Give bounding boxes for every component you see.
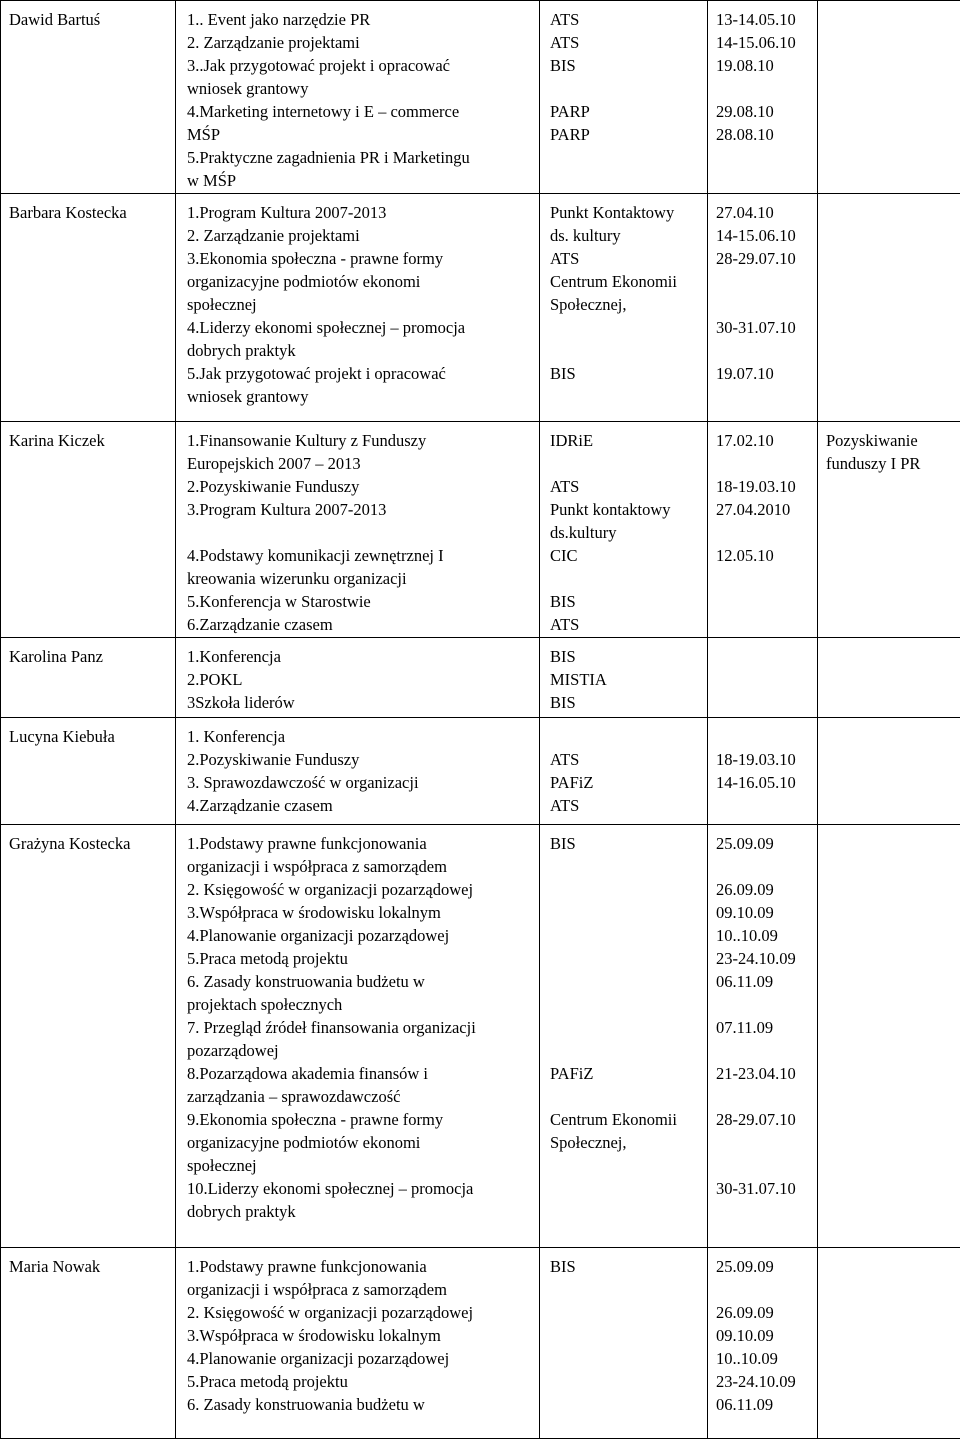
notes bbox=[818, 194, 960, 422]
training-topics-line: 5.Praktyczne zagadnienia PR i Marketingu bbox=[187, 146, 539, 169]
organizer-line bbox=[550, 1016, 707, 1039]
training-topics-line: 4.Marketing internetowy i E – commerce bbox=[187, 100, 539, 123]
training-topics-line: wniosek grantowy bbox=[187, 385, 539, 408]
training-topics bbox=[176, 194, 540, 422]
training-topics-line: Europejskich 2007 – 2013 bbox=[187, 452, 539, 475]
training-topics-line: społecznej bbox=[187, 293, 539, 316]
training-topics-line: 3.Współpraca w środowisku lokalnym bbox=[187, 901, 539, 924]
notes-line: Pozyskiwanie bbox=[826, 429, 960, 452]
table-row bbox=[1, 1248, 960, 1439]
training-dates-line: 10..10.09 bbox=[716, 924, 817, 947]
training-dates-line bbox=[716, 1154, 817, 1177]
training-dates-line: 14-16.05.10 bbox=[716, 771, 817, 794]
training-topics-line: 2.POKL bbox=[187, 668, 539, 691]
training-dates-line bbox=[716, 993, 817, 1016]
training-dates-line: 09.10.09 bbox=[716, 901, 817, 924]
organizer bbox=[540, 422, 708, 638]
notes bbox=[818, 422, 960, 638]
table-row bbox=[1, 825, 960, 1248]
organizer-line bbox=[550, 970, 707, 993]
training-dates-line: 30-31.07.10 bbox=[716, 1177, 817, 1200]
training-dates bbox=[708, 1, 818, 194]
participant-name bbox=[1, 194, 176, 422]
table-row bbox=[1, 422, 960, 638]
training-topics-line: 1.Finansowanie Kultury z Funduszy bbox=[187, 429, 539, 452]
organizer-line: BIS bbox=[550, 590, 707, 613]
participant-name-text: Lucyna Kiebuła bbox=[9, 725, 175, 748]
training-topics-line: 3..Jak przygotować projekt i opracować bbox=[187, 54, 539, 77]
training-dates-line: 14-15.06.10 bbox=[716, 31, 817, 54]
training-topics-line: 7. Przegląd źródeł finansowania organizacji bbox=[187, 1016, 539, 1039]
training-topics-line: 2. Zarządzanie projektami bbox=[187, 31, 539, 54]
training-topics-line: 1.Podstawy prawne funkcjonowania bbox=[187, 832, 539, 855]
participant-name bbox=[1, 825, 176, 1248]
training-topics bbox=[176, 638, 540, 718]
training-dates bbox=[708, 194, 818, 422]
organizer-line bbox=[550, 901, 707, 924]
training-dates-line: 13-14.05.10 bbox=[716, 8, 817, 31]
training-topics-line: dobrych praktyk bbox=[187, 1200, 539, 1223]
notes bbox=[818, 1, 960, 194]
training-topics bbox=[176, 825, 540, 1248]
training-topics-line: 1. Konferencja bbox=[187, 725, 539, 748]
training-topics-line: 6. Zasady konstruowania budżetu w bbox=[187, 1393, 539, 1416]
organizer-line bbox=[550, 77, 707, 100]
organizer bbox=[540, 1248, 708, 1439]
training-dates-line: 21-23.04.10 bbox=[716, 1062, 817, 1085]
training-topics-line: 5.Konferencja w Starostwie bbox=[187, 590, 539, 613]
training-dates-line: 14-15.06.10 bbox=[716, 224, 817, 247]
training-topics-line: 4.Liderzy ekonomi społecznej – promocja bbox=[187, 316, 539, 339]
training-topics bbox=[176, 718, 540, 825]
organizer-line: ATS bbox=[550, 8, 707, 31]
participant-name-text: Maria Nowak bbox=[9, 1255, 175, 1278]
training-dates-line: 17.02.10 bbox=[716, 429, 817, 452]
participant-name bbox=[1, 638, 176, 718]
notes bbox=[818, 638, 960, 718]
training-topics-line: społecznej bbox=[187, 1154, 539, 1177]
organizer bbox=[540, 825, 708, 1248]
training-topics-line: kreowania wizerunku organizacji bbox=[187, 567, 539, 590]
training-dates-line: 19.07.10 bbox=[716, 362, 817, 385]
organizer-line: Punkt kontaktowy bbox=[550, 498, 707, 521]
training-topics-line: 3.Ekonomia społeczna - prawne formy bbox=[187, 247, 539, 270]
organizer-line: ds. kultury bbox=[550, 224, 707, 247]
training-topics-line: projektach społecznych bbox=[187, 993, 539, 1016]
training-topics-line: 2.Pozyskiwanie Funduszy bbox=[187, 475, 539, 498]
training-topics-line: 4.Planowanie organizacji pozarządowej bbox=[187, 924, 539, 947]
notes-line: funduszy I PR bbox=[826, 452, 960, 475]
participant-name bbox=[1, 718, 176, 825]
organizer-line bbox=[550, 855, 707, 878]
training-topics-line: organizacyjne podmiotów ekonomi bbox=[187, 270, 539, 293]
training-topics-line: 8.Pozarządowa akademia finansów i bbox=[187, 1062, 539, 1085]
training-dates bbox=[708, 638, 818, 718]
organizer-line: BIS bbox=[550, 54, 707, 77]
training-dates-line: 09.10.09 bbox=[716, 1324, 817, 1347]
training-topics bbox=[176, 1248, 540, 1439]
training-topics-line: 1.Program Kultura 2007-2013 bbox=[187, 201, 539, 224]
organizer-line: Centrum Ekonomii bbox=[550, 1108, 707, 1131]
organizer-line: BIS bbox=[550, 645, 707, 668]
training-dates-line: 10..10.09 bbox=[716, 1347, 817, 1370]
organizer-line bbox=[550, 993, 707, 1016]
training-topics-line: dobrych praktyk bbox=[187, 339, 539, 362]
organizer-line: BIS bbox=[550, 362, 707, 385]
training-dates-line: 06.11.09 bbox=[716, 1393, 817, 1416]
training-dates-line bbox=[716, 270, 817, 293]
training-topics bbox=[176, 1, 540, 194]
participant-name bbox=[1, 422, 176, 638]
training-topics-line: 5.Praca metodą projektu bbox=[187, 1370, 539, 1393]
training-topics-line: organizacji i współpraca z samorządem bbox=[187, 855, 539, 878]
organizer-line: MISTIA bbox=[550, 668, 707, 691]
training-topics-line: 4.Podstawy komunikacji zewnętrznej I bbox=[187, 544, 539, 567]
organizer-line: ATS bbox=[550, 748, 707, 771]
training-topics-line: 9.Ekonomia społeczna - prawne formy bbox=[187, 1108, 539, 1131]
training-topics-line: 3.Program Kultura 2007-2013 bbox=[187, 498, 539, 521]
training-dates-line: 30-31.07.10 bbox=[716, 316, 817, 339]
training-topics-line: 4.Planowanie organizacji pozarządowej bbox=[187, 1347, 539, 1370]
organizer-line: BIS bbox=[550, 691, 707, 714]
organizer-line: IDRiE bbox=[550, 429, 707, 452]
training-dates-line: 27.04.10 bbox=[716, 201, 817, 224]
training-topics-line: wniosek grantowy bbox=[187, 77, 539, 100]
training-topics-line: 2. Zarządzanie projektami bbox=[187, 224, 539, 247]
organizer-line: ATS bbox=[550, 613, 707, 636]
organizer bbox=[540, 1, 708, 194]
training-dates-line: 28-29.07.10 bbox=[716, 1108, 817, 1131]
training-topics-line: 4.Zarządzanie czasem bbox=[187, 794, 539, 817]
training-dates-line bbox=[716, 1085, 817, 1108]
table-row bbox=[1, 718, 960, 825]
training-topics-line: 1.. Event jako narzędzie PR bbox=[187, 8, 539, 31]
notes bbox=[818, 825, 960, 1248]
organizer-line: Punkt Kontaktowy bbox=[550, 201, 707, 224]
training-topics-line: 1.Konferencja bbox=[187, 645, 539, 668]
organizer-line bbox=[550, 924, 707, 947]
training-dates-line: 18-19.03.10 bbox=[716, 475, 817, 498]
training-dates-line: 23-24.10.09 bbox=[716, 1370, 817, 1393]
training-topics-line bbox=[187, 521, 539, 544]
training-topics-line: 6. Zasady konstruowania budżetu w bbox=[187, 970, 539, 993]
participant-name-text: Karina Kiczek bbox=[9, 429, 175, 452]
organizer-line: Centrum Ekonomii bbox=[550, 270, 707, 293]
training-topics bbox=[176, 422, 540, 638]
table-row bbox=[1, 638, 960, 718]
participant-name-text: Karolina Panz bbox=[9, 645, 175, 668]
training-dates-line bbox=[716, 725, 817, 748]
notes bbox=[818, 718, 960, 825]
training-dates-line bbox=[716, 339, 817, 362]
organizer-line bbox=[550, 1085, 707, 1108]
organizer bbox=[540, 194, 708, 422]
training-topics-line: 2. Księgowość w organizacji pozarządowej bbox=[187, 1301, 539, 1324]
training-dates-line bbox=[716, 855, 817, 878]
organizer-line: Społecznej, bbox=[550, 1131, 707, 1154]
organizer-line bbox=[550, 567, 707, 590]
training-dates-line: 28-29.07.10 bbox=[716, 247, 817, 270]
organizer-line: ATS bbox=[550, 475, 707, 498]
training-topics-line: zarządzania – sprawozdawczość bbox=[187, 1085, 539, 1108]
organizer-line: CIC bbox=[550, 544, 707, 567]
training-topics-line: 1.Podstawy prawne funkcjonowania bbox=[187, 1255, 539, 1278]
training-dates-line: 25.09.09 bbox=[716, 832, 817, 855]
training-topics-line: 3Szkoła liderów bbox=[187, 691, 539, 714]
organizer-line bbox=[550, 725, 707, 748]
training-dates-line bbox=[716, 77, 817, 100]
organizer-line: BIS bbox=[550, 1255, 707, 1278]
organizer-line: ds.kultury bbox=[550, 521, 707, 544]
notes bbox=[818, 1248, 960, 1439]
training-dates-line bbox=[716, 452, 817, 475]
training-topics-line: organizacyjne podmiotów ekonomi bbox=[187, 1131, 539, 1154]
training-dates-line: 19.08.10 bbox=[716, 54, 817, 77]
organizer-line bbox=[550, 878, 707, 901]
organizer-line bbox=[550, 339, 707, 362]
organizer-line bbox=[550, 316, 707, 339]
training-dates-line: 07.11.09 bbox=[716, 1016, 817, 1039]
organizer-line bbox=[550, 947, 707, 970]
participant-name bbox=[1, 1, 176, 194]
training-dates-line bbox=[716, 1131, 817, 1154]
training-topics-line: 3. Sprawozdawczość w organizacji bbox=[187, 771, 539, 794]
table-row bbox=[1, 1, 960, 194]
training-topics-line: 5.Praca metodą projektu bbox=[187, 947, 539, 970]
training-topics-line: 6.Zarządzanie czasem bbox=[187, 613, 539, 636]
training-topics-line: MŚP bbox=[187, 123, 539, 146]
training-dates-line: 28.08.10 bbox=[716, 123, 817, 146]
participant-name-text: Dawid Bartuś bbox=[9, 8, 175, 31]
training-topics-line: 2. Księgowość w organizacji pozarządowej bbox=[187, 878, 539, 901]
training-dates-line: 06.11.09 bbox=[716, 970, 817, 993]
participant-name-text: Grażyna Kostecka bbox=[9, 832, 175, 855]
organizer-line bbox=[550, 1039, 707, 1062]
training-dates-line: 26.09.09 bbox=[716, 878, 817, 901]
organizer-line: PAFiZ bbox=[550, 1062, 707, 1085]
organizer-line: BIS bbox=[550, 832, 707, 855]
training-topics-line: pozarządowej bbox=[187, 1039, 539, 1062]
training-dates bbox=[708, 422, 818, 638]
organizer-line: Społecznej, bbox=[550, 293, 707, 316]
training-topics-line: w MŚP bbox=[187, 169, 539, 192]
training-dates-line: 18-19.03.10 bbox=[716, 748, 817, 771]
training-topics-line: 5.Jak przygotować projekt i opracować bbox=[187, 362, 539, 385]
table-row bbox=[1, 194, 960, 422]
organizer bbox=[540, 718, 708, 825]
training-dates bbox=[708, 1248, 818, 1439]
organizer-line: ATS bbox=[550, 247, 707, 270]
training-dates-line: 25.09.09 bbox=[716, 1255, 817, 1278]
participant-name bbox=[1, 1248, 176, 1439]
training-dates bbox=[708, 718, 818, 825]
training-dates-line: 27.04.2010 bbox=[716, 498, 817, 521]
training-dates bbox=[708, 825, 818, 1248]
training-topics-line: 10.Liderzy ekonomi społecznej – promocja bbox=[187, 1177, 539, 1200]
training-dates-line: 26.09.09 bbox=[716, 1301, 817, 1324]
organizer-line: PARP bbox=[550, 123, 707, 146]
training-dates-line bbox=[716, 521, 817, 544]
training-topics-line: 2.Pozyskiwanie Funduszy bbox=[187, 748, 539, 771]
organizer-line: PAFiZ bbox=[550, 771, 707, 794]
training-topics-line: organizacji i współpraca z samorządem bbox=[187, 1278, 539, 1301]
training-dates-line: 12.05.10 bbox=[716, 544, 817, 567]
training-dates-line: 23-24.10.09 bbox=[716, 947, 817, 970]
organizer bbox=[540, 638, 708, 718]
training-dates-line: 29.08.10 bbox=[716, 100, 817, 123]
participant-name-text: Barbara Kostecka bbox=[9, 201, 175, 224]
organizer-line bbox=[550, 452, 707, 475]
organizer-line: PARP bbox=[550, 100, 707, 123]
training-dates-line bbox=[716, 1278, 817, 1301]
organizer-line: ATS bbox=[550, 31, 707, 54]
organizer-line: ATS bbox=[550, 794, 707, 817]
training-dates-line bbox=[716, 293, 817, 316]
training-topics-line: 3.Współpraca w środowisku lokalnym bbox=[187, 1324, 539, 1347]
training-dates-line bbox=[716, 1039, 817, 1062]
